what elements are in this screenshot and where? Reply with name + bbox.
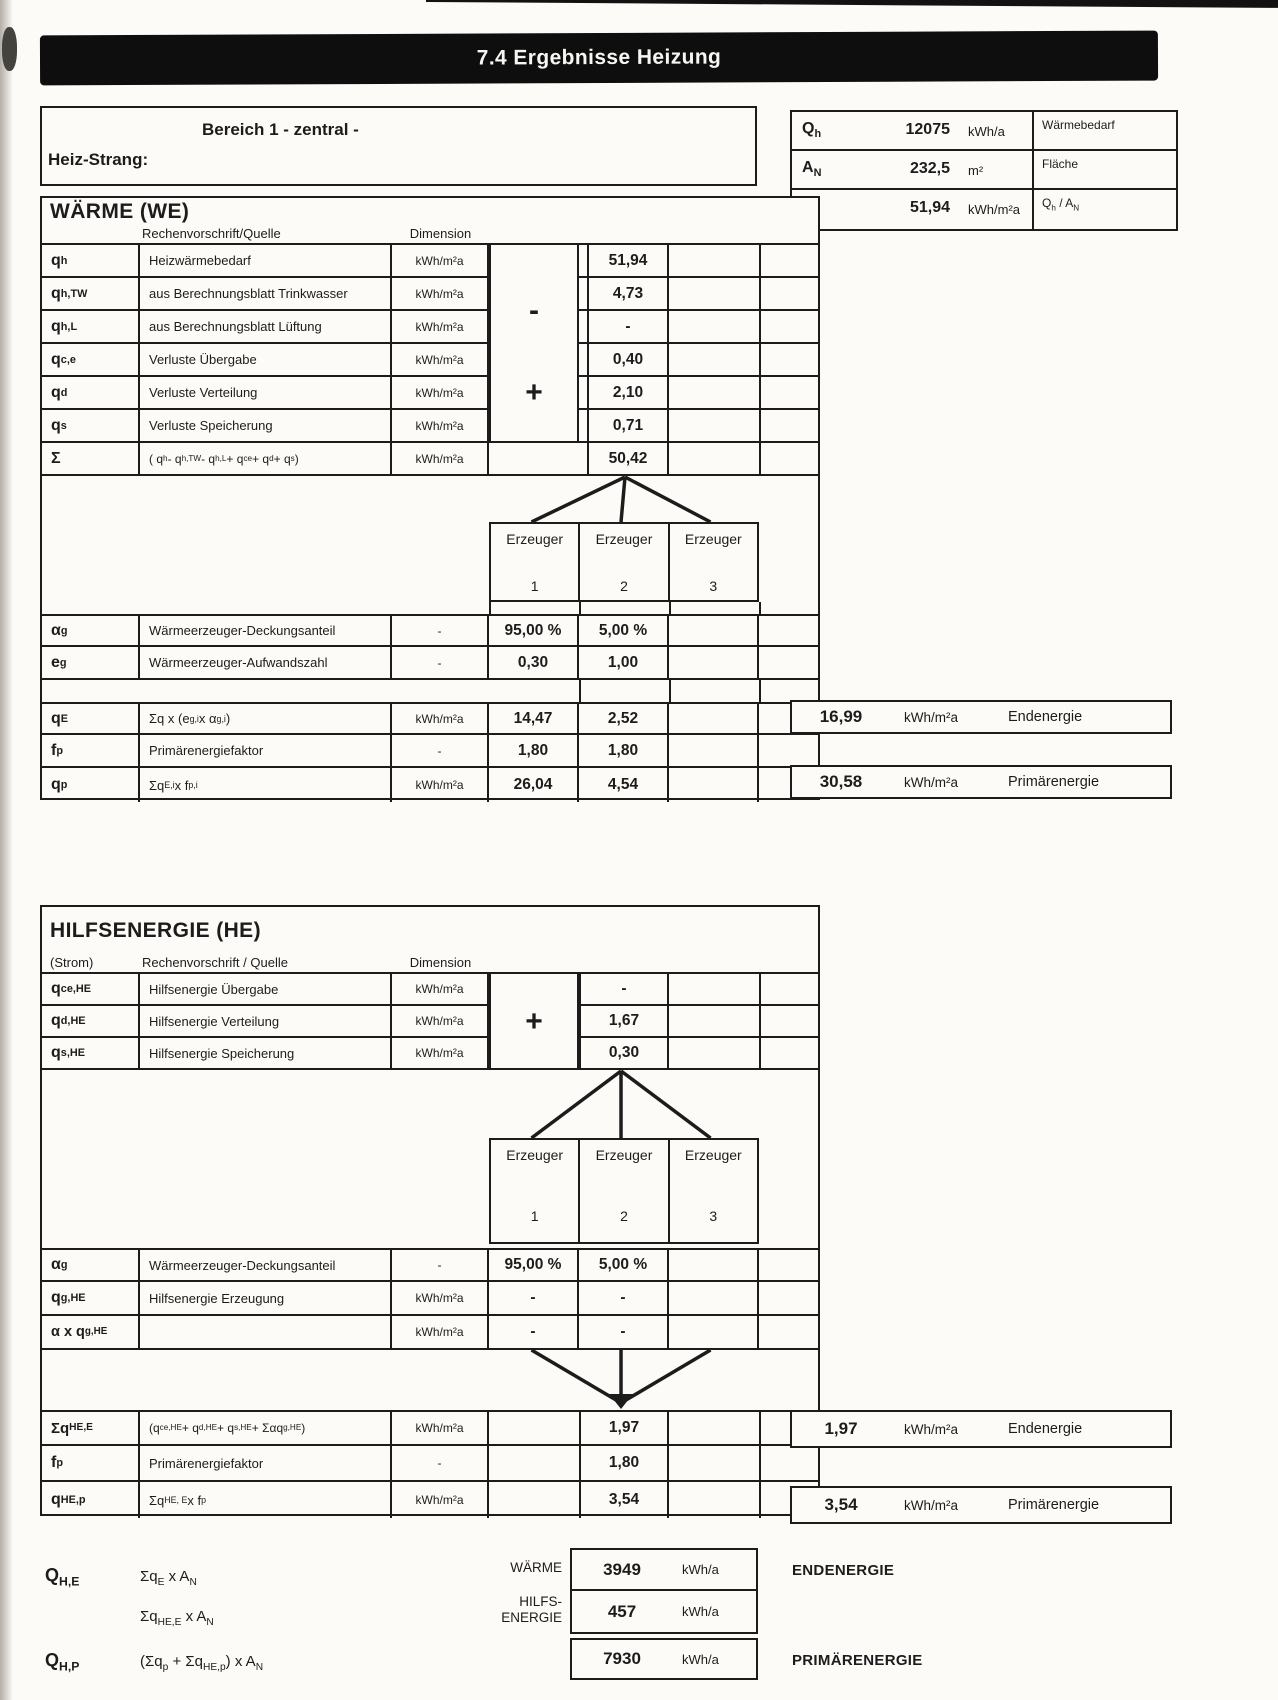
desc-cell: Σq HE, E x f p xyxy=(140,1482,392,1518)
erzeuger-number: 2 xyxy=(620,1208,628,1224)
dimension-cell: kWh/m²a xyxy=(392,410,489,441)
area-header-box xyxy=(40,106,757,186)
summary-box xyxy=(790,110,1178,231)
table-row xyxy=(42,647,818,680)
symbol-cell: f p xyxy=(42,735,140,766)
symbol-cell: q g,HE xyxy=(42,1282,140,1314)
erzeuger2-cell: 1,00 xyxy=(579,647,669,678)
column-divider xyxy=(759,410,761,441)
desc-cell: aus Berechnungsblatt Lüftung xyxy=(140,311,392,342)
hilfsenergie-total-box xyxy=(572,1591,756,1632)
symbol-cell: q ce,HE xyxy=(42,974,140,1004)
erzeuger1-cell: 0,30 xyxy=(489,647,579,678)
value-cell: 1,80 xyxy=(579,1446,669,1480)
erzeuger3-cell xyxy=(669,735,759,766)
result-label: Endenergie xyxy=(1008,1421,1083,1437)
column-connector xyxy=(669,602,671,614)
symbol-cell: q h xyxy=(42,245,140,276)
erzeuger1-cell: 1,80 xyxy=(489,735,579,766)
waerme-box-label: WÄRME xyxy=(510,1560,562,1575)
dimension-cell: kWh/m²a xyxy=(392,311,489,342)
desc-cell: Verluste Speicherung xyxy=(140,410,392,441)
qhe-formula-waerme: $\Sigma q_E$ x $A_N$ xyxy=(140,1568,197,1588)
summary-value: 51,94 xyxy=(909,199,950,216)
desc-cell xyxy=(140,1316,392,1348)
value-cell: 0,71 xyxy=(587,410,669,441)
funnel-connector-lines xyxy=(42,1350,818,1410)
plus-operator: + xyxy=(525,1005,543,1038)
dimension-cell: kWh/m²a xyxy=(392,974,489,1004)
total-value: 457 xyxy=(607,1601,637,1621)
desc-cell: Hilfsenergie Übergabe xyxy=(140,974,392,1004)
erzeuger-label: Erzeuger xyxy=(595,531,653,547)
symbol-cell: q c,e xyxy=(42,344,140,375)
erzeuger3-cell xyxy=(669,1282,759,1314)
total-unit: kWh/a xyxy=(682,1604,719,1619)
column-connector xyxy=(579,680,581,702)
result-value: 3,54 xyxy=(824,1495,858,1514)
table-row xyxy=(42,311,818,344)
hilfsenergie-box-label xyxy=(452,1594,562,1625)
section-title: HILFSENERGIE (HE) xyxy=(50,919,261,942)
section-hilfsenergie xyxy=(40,905,820,1516)
erzeuger-header-3 xyxy=(670,524,757,600)
erzeuger-label: Erzeuger xyxy=(684,1147,742,1163)
column-divider xyxy=(759,443,761,474)
desc-cell: Σq E,i x f p,i xyxy=(140,768,392,802)
erzeuger-label: Erzeuger xyxy=(684,531,742,547)
value-cell: 1,97 xyxy=(579,1412,669,1444)
scan-edge-artifact xyxy=(426,0,1278,8)
endenergie-label: ENDENERGIE xyxy=(792,1562,895,1579)
table-row xyxy=(42,1248,818,1282)
erzeuger2-cell: - xyxy=(579,1282,669,1314)
column-connector xyxy=(669,680,671,702)
dimension-cell: - xyxy=(392,1446,489,1480)
summary-unit: kWh/m²a xyxy=(968,202,1020,217)
symbol-cell: α g xyxy=(42,616,140,645)
total-value: 3949 xyxy=(603,1559,641,1579)
column-divider xyxy=(759,1482,761,1518)
scan-blotch xyxy=(2,27,17,71)
summary-unit: m² xyxy=(968,163,984,178)
erzeuger2-cell: - xyxy=(579,1316,669,1348)
erzeuger-number: 1 xyxy=(530,578,539,594)
table-row xyxy=(42,278,818,311)
erzeuger-header-2 xyxy=(580,524,669,600)
erzeuger1-cell: - xyxy=(489,1282,579,1314)
result-primaerenergie-waerme xyxy=(790,765,1172,799)
erzeuger-label: Erzeuger xyxy=(506,531,564,547)
erzeuger1-cell: 95,00 % xyxy=(489,1250,579,1280)
col-header-source: Rechenvorschrift / Quelle xyxy=(142,955,288,970)
dimension-cell: - xyxy=(392,735,489,766)
plus-operator: + xyxy=(525,376,543,409)
symbol-cell: e g xyxy=(42,647,140,678)
summary-label: Fläche xyxy=(1042,157,1079,171)
desc-cell: Wärmeerzeuger-Deckungsanteil xyxy=(140,616,392,645)
symbol-cell: q d,HE xyxy=(42,1006,140,1036)
erzeuger2-cell: 2,52 xyxy=(579,704,669,733)
total-value: 7930 xyxy=(603,1649,641,1668)
dimension-cell: kWh/m²a xyxy=(392,1038,489,1068)
qhp-formula: $(\Sigma q_p + \Sigma q_{HE,p})$ x $A_N$ xyxy=(140,1653,264,1673)
value-cell: - xyxy=(579,974,669,1004)
erzeuger1-cell: 95,00 % xyxy=(489,616,579,645)
section-title: WÄRME (WE) xyxy=(50,200,190,223)
symbol-cell: f p xyxy=(42,1446,140,1480)
summary-symbol: $Q_h$ xyxy=(802,120,822,141)
scan-left-shadow xyxy=(0,0,13,1700)
column-divider xyxy=(759,377,761,408)
column-divider xyxy=(759,974,761,1004)
erzeuger1-cell: 14,47 xyxy=(489,704,579,733)
dimension-cell: kWh/m²a xyxy=(392,1006,489,1036)
result-unit: kWh/m²a xyxy=(904,1497,958,1513)
heiz-strang-label: Heiz-Strang: xyxy=(48,150,149,169)
table-row xyxy=(42,377,818,410)
col-header-dimension: Dimension xyxy=(409,226,472,241)
summary-row xyxy=(792,190,1176,229)
qhe-formula-hilfsenergie: $\Sigma q_{HE,E}$ x $A_N$ xyxy=(140,1608,214,1628)
table-row xyxy=(42,1410,818,1446)
desc-cell: aus Berechnungsblatt Trinkwasser xyxy=(140,278,392,309)
table-row xyxy=(42,614,818,647)
waerme-total-box xyxy=(572,1550,756,1591)
column-divider xyxy=(759,344,761,375)
table-row xyxy=(42,768,818,802)
section-title-bar xyxy=(40,31,1158,86)
branch-connector-lines xyxy=(42,476,818,522)
result-unit: kWh/m²a xyxy=(904,1421,958,1437)
erzeuger-header-3 xyxy=(670,1140,757,1242)
table-row xyxy=(42,245,818,278)
value-cell: 4,73 xyxy=(587,278,669,309)
erzeuger2-cell: 1,80 xyxy=(579,735,669,766)
desc-cell: (q ce,HE + q d,HE + q s,HE + Σαq g,HE ) xyxy=(140,1412,392,1444)
desc-cell: Heizwärmebedarf xyxy=(140,245,392,276)
column-divider xyxy=(759,1038,761,1068)
qhe-symbol: $Q_{H,E}$ xyxy=(45,1565,80,1589)
column-divider xyxy=(759,1006,761,1036)
page-title: 7.4 Ergebnisse Heizung xyxy=(476,45,722,70)
col-header-source: Rechenvorschrift/Quelle xyxy=(142,226,281,241)
branch-connector-lines xyxy=(42,1070,818,1138)
column-divider xyxy=(1032,151,1034,188)
erzeuger2-cell: 5,00 % xyxy=(579,616,669,645)
value-cell: 2,10 xyxy=(587,377,669,408)
primaerenergie-label: PRIMÄRENERGIE xyxy=(792,1652,923,1669)
erzeuger1-cell: - xyxy=(489,1316,579,1348)
symbol-cell: α x q g,HE xyxy=(42,1316,140,1348)
erzeuger-header-1 xyxy=(491,1140,580,1242)
symbol-cell: q s,HE xyxy=(42,1038,140,1068)
col-header-dimension: Dimension xyxy=(409,955,472,970)
total-unit: kWh/a xyxy=(682,1651,719,1667)
column-divider xyxy=(759,1412,761,1444)
dimension-cell: kWh/m²a xyxy=(392,1282,489,1314)
strom-label: (Strom) xyxy=(50,955,94,970)
summary-value: 232,5 xyxy=(909,160,950,177)
table-row xyxy=(42,1006,818,1038)
result-endenergie-waerme xyxy=(790,700,1172,734)
column-divider xyxy=(1032,112,1034,149)
dimension-cell: kWh/m²a xyxy=(392,245,489,276)
erzeuger-header-2 xyxy=(580,1140,669,1242)
arrow-down-icon xyxy=(609,1394,633,1409)
dimension-cell: kWh/m²a xyxy=(392,768,489,802)
dimension-cell: kWh/m²a xyxy=(392,704,489,733)
qhp-symbol: $Q_{H,P}$ xyxy=(45,1650,80,1674)
table-row xyxy=(42,1282,818,1316)
summary-symbol: $A_N$ xyxy=(802,159,822,180)
column-divider xyxy=(759,278,761,309)
section-waerme xyxy=(40,196,820,800)
operator-box xyxy=(489,245,579,443)
dimension-cell: kWh/m²a xyxy=(392,377,489,408)
result-unit: kWh/m²a xyxy=(904,709,958,725)
erzeuger-number: 1 xyxy=(530,1208,539,1224)
value-cell: 51,94 xyxy=(587,245,669,276)
dimension-cell: - xyxy=(392,1250,489,1280)
column-connector xyxy=(489,602,491,614)
table-row xyxy=(42,702,818,735)
summary-row xyxy=(792,112,1176,151)
value-cell: 3,54 xyxy=(579,1482,669,1518)
erzeuger-label: Erzeuger xyxy=(506,1147,564,1163)
desc-cell: Wärmeerzeuger-Aufwandszahl xyxy=(140,647,392,678)
table-row-sum xyxy=(42,443,818,476)
erzeuger-number: 3 xyxy=(709,578,718,594)
column-connector xyxy=(759,602,761,614)
dimension-cell: - xyxy=(392,616,489,645)
column-connector xyxy=(579,602,581,614)
endenergie-total-boxes xyxy=(570,1548,758,1634)
result-value: 30,58 xyxy=(819,772,863,791)
section-header xyxy=(42,907,818,974)
erzeuger3-cell xyxy=(669,704,759,733)
operator-box xyxy=(489,974,579,1070)
result-value: 1,97 xyxy=(824,1419,858,1438)
desc-cell: Wärmeerzeuger-Deckungsanteil xyxy=(140,1250,392,1280)
area-title: Bereich 1 - zentral - xyxy=(202,120,359,139)
result-label: Primärenergie xyxy=(1008,774,1100,790)
desc-cell: Hilfsenergie Speicherung xyxy=(140,1038,392,1068)
hilfs-label-line1: HILFS- xyxy=(519,1594,562,1609)
erzeuger-header-group xyxy=(489,1138,759,1244)
result-label: Endenergie xyxy=(1008,709,1083,725)
summary-label: Wärmebedarf xyxy=(1042,118,1115,132)
primaerenergie-total-box xyxy=(570,1638,758,1680)
erzeuger-number: 3 xyxy=(709,1208,718,1224)
desc-cell: Hilfsenergie Erzeugung xyxy=(140,1282,392,1314)
table-row xyxy=(42,1038,818,1070)
dimension-cell: - xyxy=(392,647,489,678)
result-unit: kWh/m²a xyxy=(904,774,958,790)
summary-unit: kWh/a xyxy=(968,124,1005,139)
hilfs-label-line2: ENERGIE xyxy=(501,1609,562,1625)
erzeuger2-cell: 5,00 % xyxy=(579,1250,669,1280)
erzeuger-label: Erzeuger xyxy=(595,1147,653,1163)
dimension-cell: kWh/m²a xyxy=(392,344,489,375)
desc-cell: Primärenergiefaktor xyxy=(140,735,392,766)
table-row xyxy=(42,344,818,377)
erzeuger3-cell xyxy=(669,647,759,678)
symbol-cell: q h,L xyxy=(42,311,140,342)
table-row xyxy=(42,410,818,443)
result-label: Primärenergie xyxy=(1008,1497,1100,1513)
desc-cell: Primärenergiefaktor xyxy=(140,1446,392,1480)
table-row xyxy=(42,1446,818,1482)
value-cell: 0,40 xyxy=(587,344,669,375)
column-connector xyxy=(759,680,761,702)
desc-cell: Verluste Übergabe xyxy=(140,344,392,375)
summary-label: $Q_h / A_N$ xyxy=(1042,196,1080,213)
dimension-cell: kWh/m²a xyxy=(392,1316,489,1348)
symbol-cell: q p xyxy=(42,768,140,802)
erzeuger3-cell xyxy=(669,1250,759,1280)
symbol-cell: q d xyxy=(42,377,140,408)
erzeuger-header-group xyxy=(489,522,759,602)
erzeuger2-cell: 4,54 xyxy=(579,768,669,802)
symbol-cell: q h,TW xyxy=(42,278,140,309)
dimension-cell: kWh/m²a xyxy=(392,278,489,309)
symbol-cell: q E xyxy=(42,704,140,733)
value-cell: 1,67 xyxy=(579,1006,669,1036)
column-divider xyxy=(759,311,761,342)
erzeuger1-cell: 26,04 xyxy=(489,768,579,802)
erzeuger3-cell xyxy=(669,1316,759,1348)
erzeuger-number: 2 xyxy=(620,578,628,594)
summary-value: 12075 xyxy=(905,121,950,138)
dimension-cell: kWh/m²a xyxy=(392,1482,489,1518)
dimension-cell: kWh/m²a xyxy=(392,443,489,474)
result-endenergie-hilfsenergie xyxy=(790,1410,1172,1448)
erzeuger3-cell xyxy=(669,768,759,802)
symbol-cell: q s xyxy=(42,410,140,441)
value-cell: 0,30 xyxy=(579,1038,669,1068)
desc-cell: Σq x (e g,i x α g,i ) xyxy=(140,704,392,733)
column-divider xyxy=(1032,190,1034,229)
summary-row xyxy=(792,151,1176,190)
table-row xyxy=(42,974,818,1006)
symbol-cell: α g xyxy=(42,1250,140,1280)
desc-cell: ( q h - q h,TW - q h,L + q ce + q d + q s ) xyxy=(140,443,392,474)
symbol-cell: q HE,p xyxy=(42,1482,140,1518)
result-value: 16,99 xyxy=(819,707,863,726)
dimension-cell: kWh/m²a xyxy=(392,1412,489,1444)
section-header xyxy=(42,198,818,245)
desc-cell: Hilfsenergie Verteilung xyxy=(140,1006,392,1036)
desc-cell: Verluste Verteilung xyxy=(140,377,392,408)
value-cell: 50,42 xyxy=(587,443,669,474)
symbol-cell: Σq HE,E xyxy=(42,1412,140,1444)
total-unit: kWh/a xyxy=(682,1562,719,1577)
erzeuger3-cell xyxy=(669,616,759,645)
symbol-cell: Σ xyxy=(42,443,140,474)
column-divider xyxy=(759,245,761,276)
table-row xyxy=(42,1316,818,1350)
table-row xyxy=(42,1482,818,1518)
erzeuger-header-1 xyxy=(491,524,580,600)
table-row xyxy=(42,735,818,768)
minus-operator: - xyxy=(529,294,539,327)
result-primaerenergie-hilfsenergie xyxy=(790,1486,1172,1524)
column-divider xyxy=(759,1446,761,1480)
value-cell: - xyxy=(587,311,669,342)
